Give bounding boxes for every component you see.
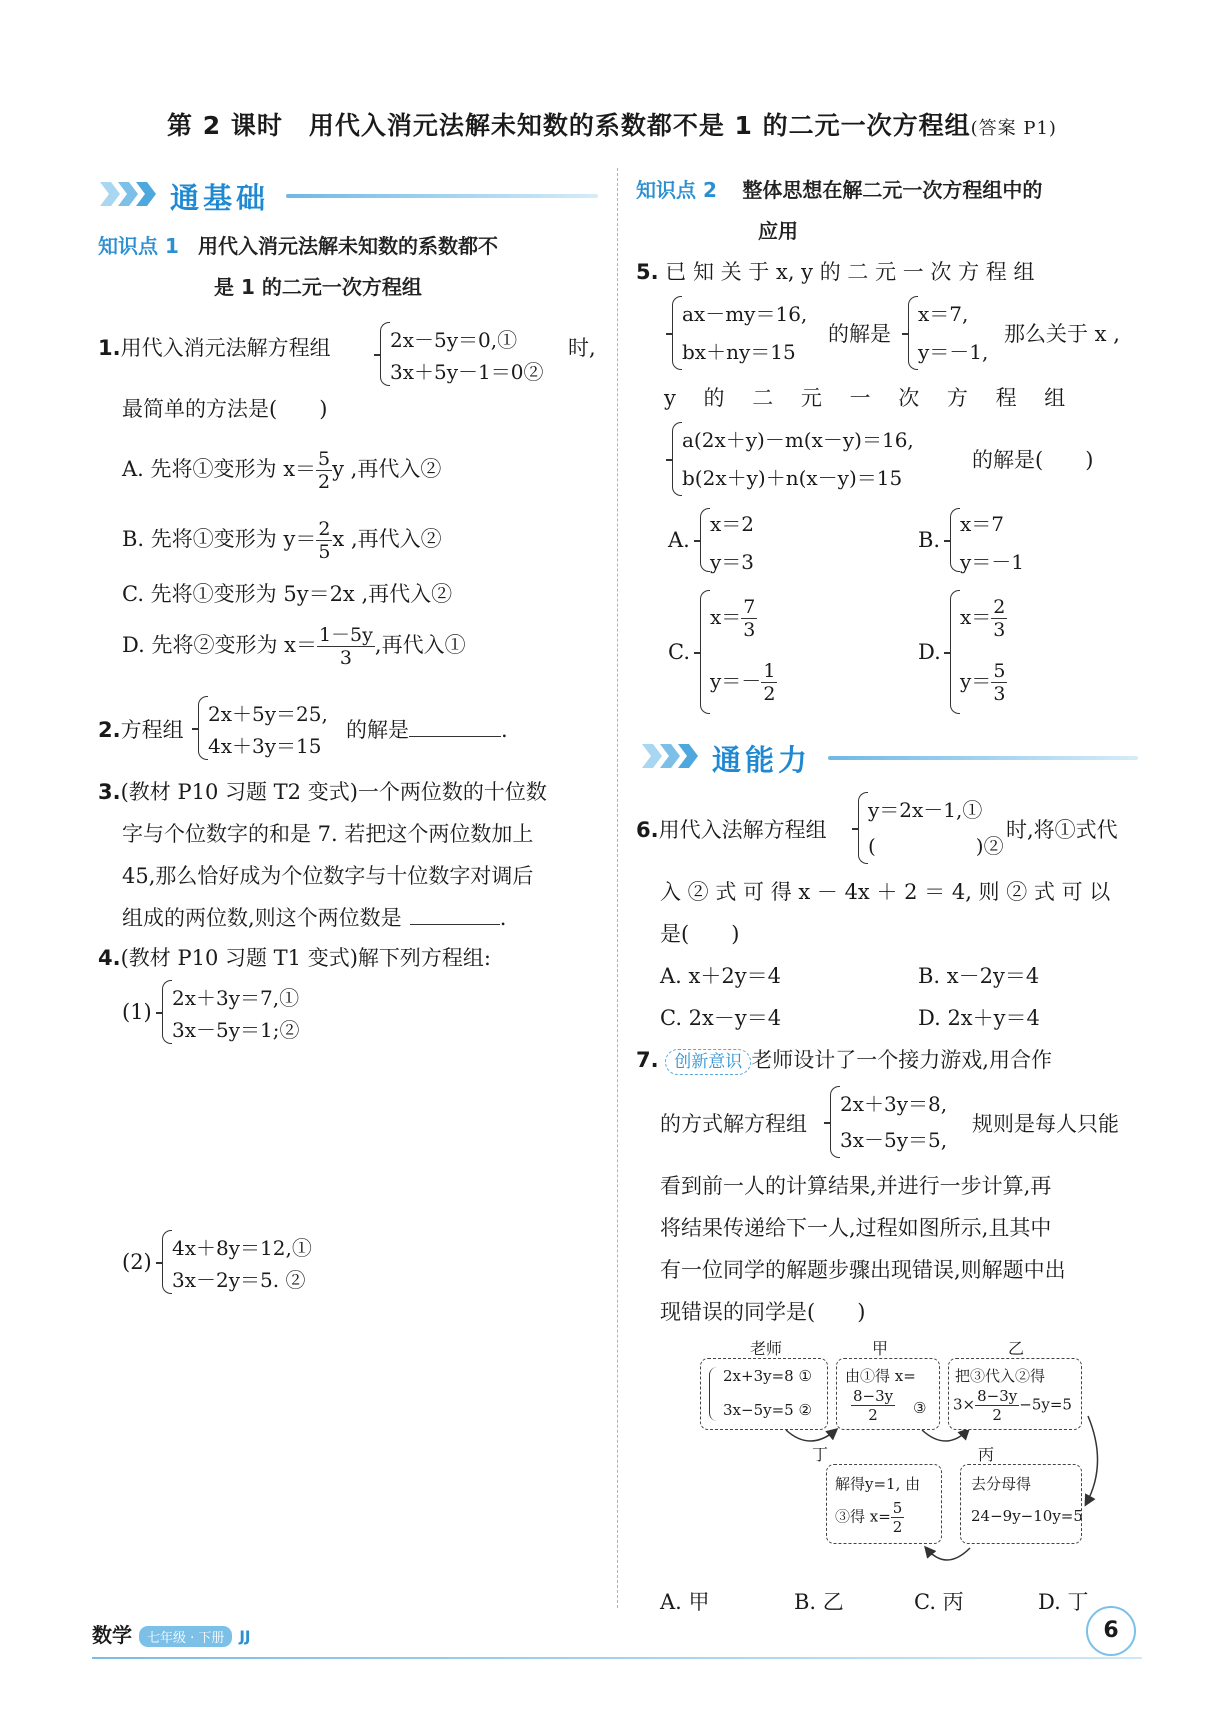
flow-label-jia: 甲 (871, 1339, 888, 1358)
flow-label-bing: 丙 (977, 1445, 994, 1464)
q7-option-b[interactable]: B. 乙 (794, 1590, 844, 1614)
q5-option-b[interactable]: x＝7 y＝－1 (950, 508, 1050, 572)
q6-option-a[interactable]: A. x＋2y＝4 (660, 964, 781, 988)
column-divider (617, 168, 618, 1608)
relay-flow-diagram (700, 1336, 1100, 1586)
section-ability-header (642, 738, 1142, 777)
q7-line1: 7. 创新意识 老师设计了一个接力游戏,用合作 (636, 1044, 1052, 1075)
knowledge-point-1-cont: 是 1 的二元一次方程组 (214, 275, 422, 299)
q7-line3: 看到前一人的计算结果,并进行一步计算,再 (660, 1174, 1052, 1198)
flow-box-jia: 由①得 x= $\frac{8-3y}{2}$ ③ (836, 1358, 940, 1430)
q4-part2-answer-area[interactable] (122, 1306, 592, 1586)
q5-system1: ax－my＝16, bx＋ny＝15 (672, 296, 822, 370)
section-ability-title: 通能力 (712, 743, 812, 777)
q7-prompt: 现错误的同学是( ) (660, 1300, 866, 1324)
section-basic-header (100, 176, 598, 215)
q4-part2-label: (2) (122, 1250, 152, 1274)
q5-system2: a(2x＋y)－m(x－y)＝16, b(2x＋y)＋n(x－y)＝15 (672, 422, 962, 496)
q4-part2-system: 4x＋8y＝12,① 3x－2y＝5. ② (162, 1230, 342, 1294)
q5-prompt: 的解是( ) (972, 448, 1094, 472)
q1-stem-end: 时, (568, 336, 596, 360)
section-line (286, 194, 598, 198)
q2-answer-blank[interactable] (409, 715, 501, 737)
q7-system: 2x＋3y＝8, 3x－5y＝5, (830, 1086, 970, 1158)
q3-line4: 组成的两位数,则这个两位数是 . (122, 902, 506, 932)
footer-edition: JJ (239, 1627, 251, 1646)
q1-option-b[interactable]: B. 先将①变形为 y＝ $\frac{2}{5}$ x ,再代入② (122, 518, 442, 563)
q1-option-a[interactable]: A. 先将①变形为 x＝ $\frac{5}{2}$ y ,再代入② (122, 448, 442, 493)
kp-tag: 知识点 1 (98, 234, 179, 258)
q4-part1-label: (1) (122, 1000, 152, 1024)
knowledge-point-1 (98, 230, 498, 259)
q5-option-d[interactable]: x＝ $\frac{2}{3}$ y＝ $\frac{5}{3}$ (950, 590, 1060, 714)
chevron-icon (642, 744, 704, 768)
answer-reference: (答案 P1) (970, 118, 1057, 139)
flow-box-ding: 解得y=1, 由 ③得 x= $\frac{5}{2}$ (826, 1464, 942, 1544)
flow-box-bing: 去分母得 24−9y−10y=5 (960, 1464, 1082, 1544)
footer-grade-badge: 七年级 · 下册 (139, 1626, 232, 1647)
q6-stem: 6.用代入法解方程组 (636, 818, 827, 842)
q3-answer-blank[interactable] (410, 903, 500, 925)
q6-option-d[interactable]: D. 2x＋y＝4 (918, 1006, 1040, 1030)
q6-system: y＝2x－1,① ( )② (858, 792, 1008, 864)
q3-line3: 45,那么恰好成为个位数字与十位数字对调后 (122, 864, 534, 888)
q5-option-d-label[interactable]: D. (918, 640, 941, 664)
footer-line (92, 1657, 1142, 1659)
q5-option-c[interactable]: x＝ $\frac{7}{3}$ y＝－ $\frac{1}{2}$ (700, 590, 810, 714)
flow-box-yi: 把③代入②得 3× $\frac{8-3y}{2}$ −5y=5 (948, 1358, 1082, 1430)
q5-solution-given: x＝7, y＝－1, (908, 296, 998, 370)
q1-prompt: 最简单的方法是( ) (122, 397, 328, 421)
q3-line1: 3.(教材 P10 习题 T2 变式)一个两位数的十位数 (98, 780, 547, 804)
q5-mid: 的解是 (828, 322, 891, 346)
q5-line1: 5. 已 知 关 于 x, y 的 二 元 一 次 方 程 组 (636, 260, 1035, 284)
q4-part1-system: 2x＋3y＝7,① 3x－5y＝1;② (162, 980, 342, 1044)
q5-option-b-label[interactable]: B. (918, 528, 941, 552)
q7-line2: 的方式解方程组 (660, 1112, 807, 1136)
q7-line5: 有一位同学的解题步骤出现错误,则解题中出 (660, 1258, 1066, 1282)
q6-line2: 入 ② 式 可 得 x － 4x ＋ 2 ＝ 4, 则 ② 式 可 以 (660, 880, 1111, 904)
q2-stem-end: 的解是 . (346, 714, 508, 744)
chevron-icon (100, 182, 162, 206)
q7-line2-end: 规则是每人只能 (972, 1112, 1119, 1136)
footer-subject: 数学 七年级 · 下册 JJ (92, 1623, 251, 1647)
kp-heading: 用代入消元法解未知数的系数都不 (197, 234, 498, 258)
innovation-badge: 创新意识 (665, 1049, 751, 1075)
q5-line2-end: 那么关于 x , (1004, 322, 1120, 346)
q2-system: 2x＋5y＝25, 4x＋3y＝15 (198, 696, 348, 760)
flow-label-teacher: 老师 (749, 1339, 782, 1358)
knowledge-point-2: 知识点 2 整体思想在解二元一次方程组中的 (636, 178, 1043, 202)
q4-stem: 4.(教材 P10 习题 T1 变式)解下列方程组: (98, 946, 491, 970)
q4-part1-answer-area[interactable] (122, 1058, 592, 1218)
section-basic-title: 通基础 (170, 181, 270, 215)
q6-stem-end: 时,将①式代 (1006, 818, 1118, 842)
page-title: 第 2 课时 用代入消元法解未知数的系数都不是 1 的二元一次方程组(答案 P1) (167, 111, 1057, 140)
flow-label-yi: 乙 (1007, 1339, 1024, 1358)
flow-box-teacher: 2x+3y=8 ① 3x−5y=5 ② (700, 1358, 828, 1430)
q2-stem: 2.方程组 (98, 718, 184, 742)
q6-prompt: 是( ) (660, 922, 740, 946)
flow-label-ding: 丁 (811, 1445, 828, 1464)
q7-option-c[interactable]: C. 丙 (914, 1590, 964, 1614)
q1-system: 2x－5y＝0,① 3x＋5y－1＝0② (380, 322, 580, 386)
q6-option-b[interactable]: B. x－2y＝4 (918, 964, 1040, 988)
q5-option-a[interactable]: x＝2 y＝3 (700, 508, 780, 572)
q7-line4: 将结果传递给下一人,过程如图所示,且其中 (660, 1216, 1052, 1240)
q1-option-c[interactable]: C. 先将①变形为 5y＝2x ,再代入② (122, 582, 453, 606)
q5-option-a-label[interactable]: A. (668, 528, 690, 552)
q7-option-d[interactable]: D. 丁 (1038, 1590, 1089, 1614)
q5-line3: y 的 二 元 一 次 方 程 组 (664, 386, 1066, 410)
q5-option-c-label[interactable]: C. (668, 640, 690, 664)
q6-option-c[interactable]: C. 2x－y＝4 (660, 1006, 782, 1030)
knowledge-point-2-cont: 应用 (758, 219, 798, 243)
section-line (828, 756, 1138, 760)
q1-option-d[interactable]: D. 先将②变形为 x＝ $\frac{1-5y}{3}$ ,再代入① (122, 624, 466, 669)
q1-stem: 1.用代入消元法解方程组 (98, 336, 331, 360)
page-number: 6 (1086, 1606, 1136, 1656)
q3-line2: 字与个位数字的和是 7. 若把这个两位数加上 (122, 822, 534, 846)
q7-option-a[interactable]: A. 甲 (660, 1590, 710, 1614)
